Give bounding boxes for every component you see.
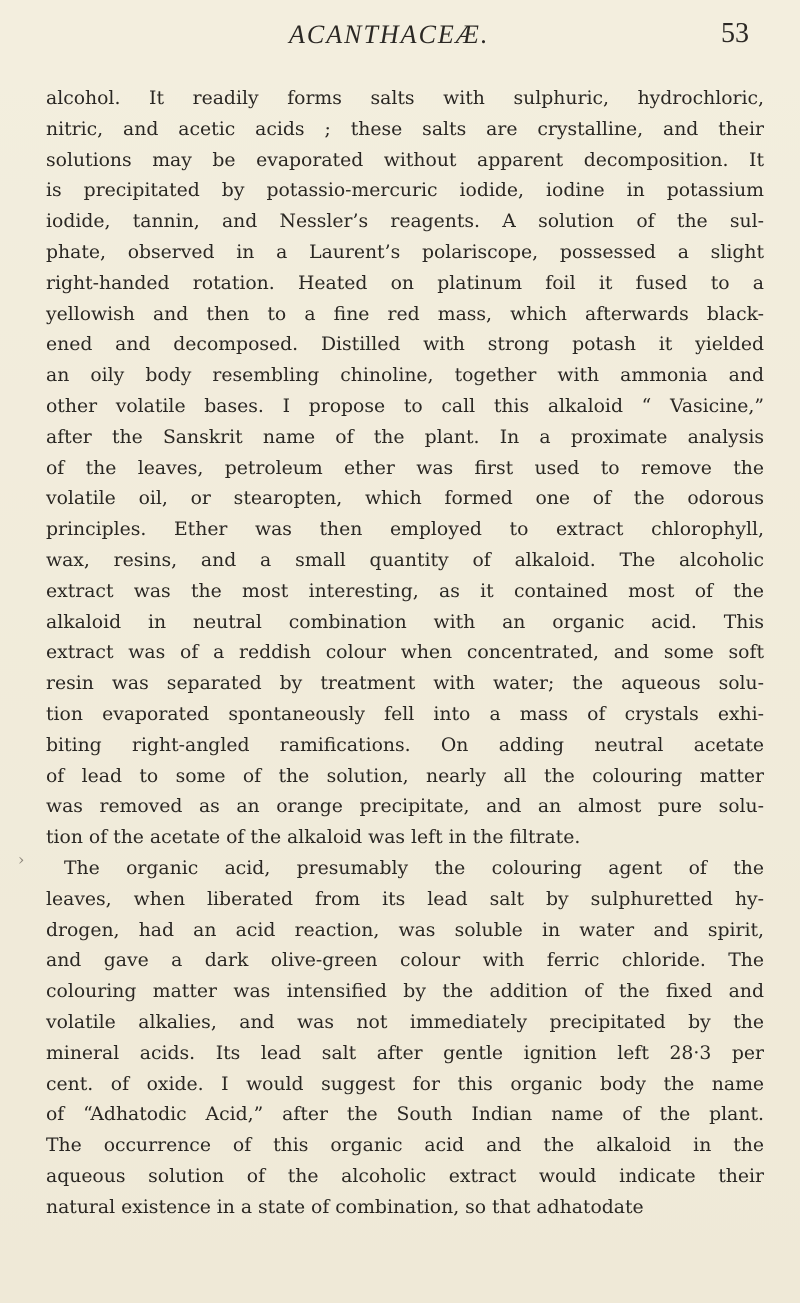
text-line: leaves, when liberated from its lead salt by sulphuretted hy- — [46, 888, 764, 910]
text-line: after the Sanskrit name of the plant. In a proximate analysis — [46, 426, 764, 448]
text-line: drogen, had an acid reaction, was soluble in water and spirit, — [46, 919, 764, 941]
text-line: solutions may be evaporated without apparent decomposition. It — [46, 149, 764, 171]
text-line: volatile oil, or stearopten, which formed one of the odorous — [46, 488, 764, 510]
text-line: colouring matter was intensified by the addition of the fixed and — [46, 981, 764, 1003]
text-line: is precipitated by potassio-mercuric iodide, iodine in potassium — [46, 180, 764, 202]
text-line: nitric, and acetic acids ; these salts are crystalline, and their — [46, 118, 764, 140]
text-line: extract was the most interesting, as it contained most of the — [46, 580, 764, 602]
text-line: yellowish and then to a fine red mass, which afterwards black- — [46, 303, 764, 325]
text-line: volatile alkalies, and was not immediately precipitated by the — [46, 1011, 764, 1033]
text-line: mineral acids. Its lead salt after gentle ignition left 28·3 per — [46, 1042, 764, 1064]
text-line: tion of the acetate of the alkaloid was left in the filtrate. — [46, 827, 581, 849]
text-line: iodide, tannin, and Nessler’s reagents. A solution of the sul- — [46, 211, 764, 233]
text-line: alkaloid in neutral combination with an organic acid. This — [46, 611, 764, 633]
text-line: The occurrence of this organic acid and the alkaloid in the — [46, 1135, 764, 1157]
text-line: was removed as an orange precipitate, and an almost pure solu- — [46, 796, 764, 818]
text-line: alcohol. It readily forms salts with sulphuric, hydrochloric, — [46, 88, 764, 109]
running-head — [0, 14, 800, 58]
text-line: wax, resins, and a small quantity of alkaloid. The alcoholic — [46, 549, 764, 571]
text-line: principles. Ether was then employed to extract chlorophyll, — [46, 519, 764, 541]
text-line: extract was of a reddish colour when concentrated, and some soft — [46, 642, 764, 664]
text-line: resin was separated by treatment with water; the aqueous solu- — [46, 673, 764, 695]
text-line: tion evaporated spontaneously fell into a mass of crystals exhi- — [46, 703, 764, 725]
page-number: 53 — [721, 18, 749, 49]
text-line: phate, observed in a Laurent’s polariscope, possessed a slight — [46, 241, 764, 263]
text-line: of “Adhatodic Acid,” after the South Indian name of the plant. — [46, 1104, 764, 1126]
text-line: cent. of oxide. I would suggest for this organic body the name — [46, 1073, 764, 1095]
text-line: and gave a dark olive-green colour with ferric chloride. The — [46, 950, 764, 972]
text-line: ened and decomposed. Distilled with strong potash it yielded — [46, 334, 764, 356]
running-title: ACANTHACEÆ. — [289, 20, 490, 49]
text-line: right-handed rotation. Heated on platinum foil it fused to a — [46, 272, 764, 294]
text-line: an oily body resembling chinoline, together with ammonia and — [46, 365, 764, 387]
body-text — [46, 84, 764, 1223]
margin-mark: › — [18, 850, 25, 869]
text-line: natural existence in a state of combination, so that adhatodate — [46, 1196, 644, 1218]
text-line: other volatile bases. I propose to call this alkaloid “ Vasicine,” — [46, 395, 764, 417]
text-line: of lead to some of the solution, nearly all the colouring matter — [46, 765, 764, 787]
text-line: The organic acid, presumably the colouring agent of the — [64, 857, 764, 879]
text-line: biting right-angled ramifications. On adding neutral acetate — [46, 734, 764, 756]
text-line: aqueous solution of the alcoholic extract would indicate their — [46, 1165, 764, 1187]
text-line: of the leaves, petroleum ether was first used to remove the — [46, 457, 764, 479]
